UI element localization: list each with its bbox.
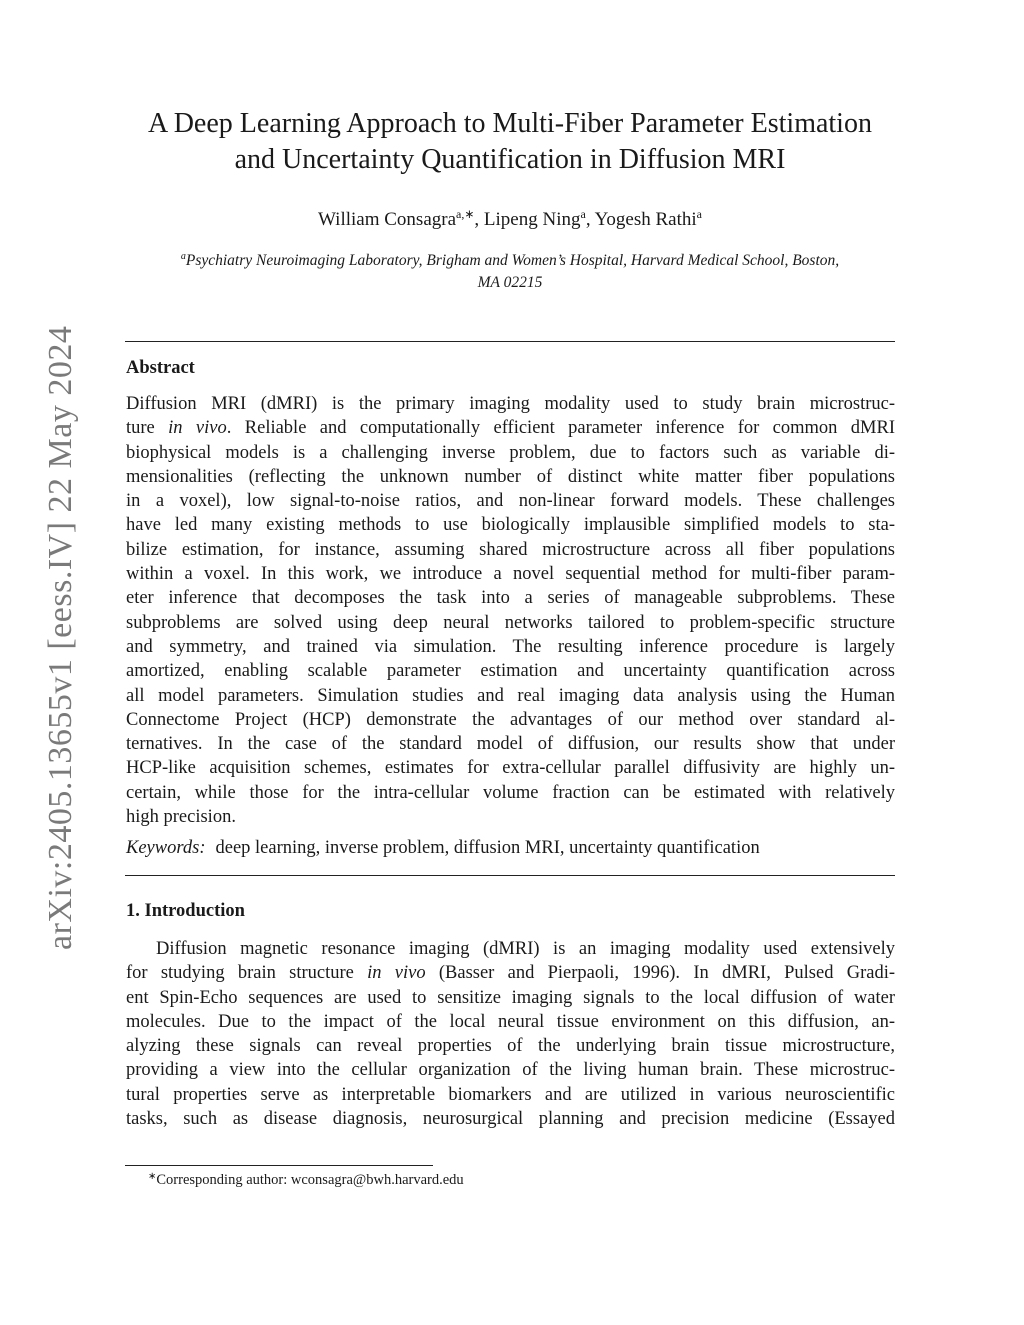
abstract-line: within a voxel. In this work, we introduce a novel sequential method for multi-fiber param- xyxy=(126,564,895,585)
affiliation xyxy=(125,246,895,294)
introduction-body xyxy=(126,937,895,1131)
abstract-line: certain, while those for the intra-cellular volume fraction can be estimated with relatively xyxy=(126,782,895,803)
affiliation-line-1: Psychiatry Neuroimaging Laboratory, Brigham and Women’s Hospital, Harvard Medical School, Boston, xyxy=(185,252,840,269)
intro-line: Diffusion magnetic resonance imaging (dMRI) is an imaging modality used extensively xyxy=(156,939,895,959)
abstract-line: ternatives. In the case of the standard model of diffusion, our results show that under xyxy=(126,734,895,755)
abstract-line: bilize estimation, for instance, assuming shared microstructure across all fiber populations xyxy=(126,539,895,560)
affiliation-line-2: MA 02215 xyxy=(477,274,543,291)
author-name: Yogesh Rathi xyxy=(594,209,697,230)
abstract-heading: Abstract xyxy=(126,358,195,378)
title-line-1: A Deep Learning Approach to Multi-Fiber Parameter Estimation xyxy=(148,108,872,139)
abstract-line: in a voxel), low signal-to-noise ratios, and non-linear forward models. These challenges xyxy=(126,491,895,512)
italic-term: in vivo xyxy=(367,963,426,984)
author-name: Lipeng Ning xyxy=(483,209,581,230)
abstract-line: and symmetry, and trained via simulation. The resulting inference procedure is largely xyxy=(126,636,895,657)
intro-line: tasks, such as disease diagnosis, neurosurgical planning and precision medicine (Essayed xyxy=(126,1109,895,1130)
author-affiliation-mark: a xyxy=(580,207,586,221)
abstract-line: have led many existing methods to use biologically implausible simplified models to sta- xyxy=(126,515,895,536)
intro-line: alyzing these signals can reveal properties of the underlying brain tissue microstructure, xyxy=(126,1036,895,1057)
abstract-line: subproblems are solved using deep neural networks tailored to problem-specific structure xyxy=(126,612,895,633)
abstract-line: all model parameters. Simulation studies and real imaging data analysis using the Human xyxy=(126,685,895,706)
intro-line: molecules. Due to the impact of the local neural tissue environment on this diffusion, an- xyxy=(126,1011,895,1032)
arxiv-identifier-stamp: arXiv:2405.13655v1 [eess.IV] 22 May 2024 xyxy=(42,325,79,950)
abstract-line: Connectome Project (HCP) demonstrate the advantages of our method over standard al- xyxy=(126,709,895,730)
author-name: William Consagra xyxy=(318,209,457,230)
author-affiliation-mark: a,∗ xyxy=(456,207,475,221)
abstract-line: ture in vivo. Reliable and computationally efficient parameter inference for common dMRI xyxy=(126,418,895,439)
keywords-label: Keywords: xyxy=(126,838,206,858)
footnote-mark: ∗ xyxy=(148,1171,157,1182)
abstract-line: high precision. xyxy=(126,807,236,828)
keywords-text: deep learning, inverse problem, diffusion MRI, uncertainty quantification xyxy=(215,838,760,858)
intro-line: tural properties serve as interpretable biomarkers and are utilized in various neuroscientific xyxy=(126,1084,895,1105)
intro-line: ent Spin-Echo sequences are used to sensitize imaging signals to the local diffusion of water xyxy=(126,987,895,1008)
author-list: William Consagra$^{a,∗}$, Lipeng Ning$^a$, Yogesh Rathi$^a$ xyxy=(318,207,702,230)
intro-line: providing a view into the cellular organization of the living human brain. These microstruc- xyxy=(126,1060,895,1081)
abstract-body xyxy=(126,392,895,829)
affiliation-mark: a xyxy=(180,251,186,262)
corresponding-author-footnote xyxy=(148,1171,464,1189)
abstract-line: amortized, enabling scalable parameter estimation and uncertainty quantification across xyxy=(126,661,895,682)
introduction-heading: 1. Introduction xyxy=(126,901,245,921)
italic-term: in vivo xyxy=(168,418,227,439)
footnote-rule xyxy=(125,1165,433,1166)
abstract-top-rule xyxy=(125,341,895,342)
abstract-bottom-rule xyxy=(125,875,895,876)
footnote-text: Corresponding author: wconsagra@bwh.harvard.edu xyxy=(156,1172,464,1188)
abstract-line: biophysical models is a challenging inverse problem, due to factors such as variable di- xyxy=(126,442,895,463)
keywords xyxy=(126,838,760,859)
author-affiliation-mark: a xyxy=(696,207,702,221)
abstract-line: eter inference that decomposes the task into a series of manageable subproblems. These xyxy=(126,588,895,609)
title-line-2: and Uncertainty Quantification in Diffusion MRI xyxy=(234,144,786,175)
abstract-line: Diffusion MRI (dMRI) is the primary imaging modality used to study brain microstruc- xyxy=(126,394,895,414)
abstract-line: mensionalities (reflecting the unknown number of distinct white matter fiber populations xyxy=(126,466,895,487)
abstract-line: HCP-like acquisition schemes, estimates for extra-cellular parallel diffusivity are highly un- xyxy=(126,758,895,779)
paper-title xyxy=(110,106,910,178)
intro-line: for studying brain structure in vivo (Basser and Pierpaoli, 1996). In dMRI, Pulsed Gradi- xyxy=(126,963,895,984)
